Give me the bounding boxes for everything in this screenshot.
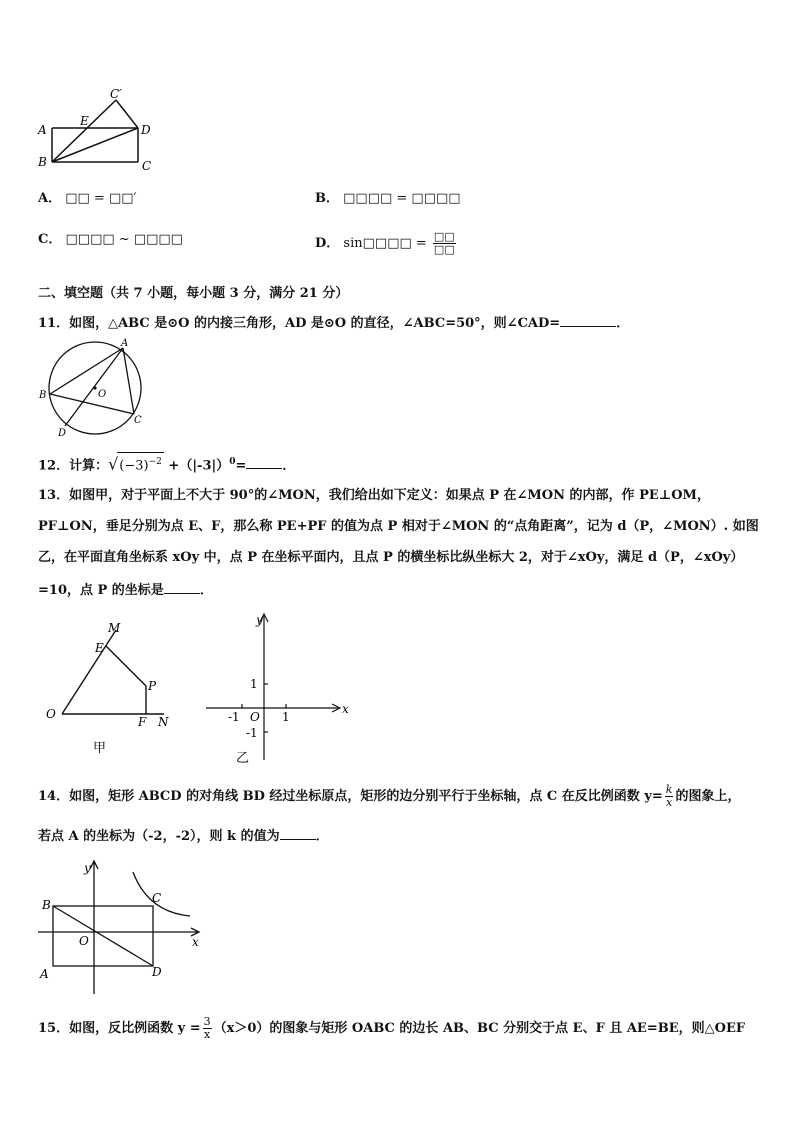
q13-question: =10，点 P 的坐标是 <box>38 583 164 598</box>
option-text: □□□□ ~ □□□□ <box>65 232 183 247</box>
q10-option-a <box>38 190 136 208</box>
q15-line <box>38 1016 745 1041</box>
answer-blank <box>280 826 316 840</box>
q14-end: ． <box>315 829 329 844</box>
q13-end: ． <box>199 583 213 598</box>
q15-question-tail: （x＞0）的图象与矩形 OABC 的边长 AB、BC 分别交于点 E、F 且 AE=BE，则△OEF <box>213 1021 746 1036</box>
q13-figure-yi <box>200 610 360 766</box>
q12-equals: = <box>235 458 247 474</box>
q10-figure <box>34 88 164 174</box>
q10-label-c: C <box>142 159 152 173</box>
q13-yi-label-one-x: 1 <box>282 710 290 724</box>
q13-jia-label-o: O <box>46 707 56 721</box>
q13-line-2: PF⊥ON，垂足分别为点 E、F，那么称 PE+PF 的值为点 P 相对于∠MON 的“点角距离”，记为 d（P，∠MON）. 如图 <box>38 519 759 534</box>
q10-option-d <box>315 231 458 256</box>
option-letter: B． <box>315 191 339 206</box>
option-letter: C． <box>38 232 62 247</box>
q10-label-e: E <box>80 114 89 128</box>
sqrt-radicand <box>117 452 164 475</box>
q14-label-a: A <box>40 967 49 981</box>
q11-label-b: B <box>39 390 47 401</box>
q11-label-a: A <box>121 338 129 349</box>
q14-label-x: x <box>192 935 199 949</box>
q13-yi-label-o: O <box>250 710 260 724</box>
q13-yi-label-one-y: 1 <box>250 677 258 691</box>
q13-yi-caption: 乙 <box>236 751 250 766</box>
q13-yi-label-neg-one-x: -1 <box>228 710 240 724</box>
answer-blank <box>164 580 200 594</box>
q13-yi-label-x: x <box>342 702 349 716</box>
q14-label-d: D <box>152 965 162 979</box>
option-letter: D． <box>315 236 340 251</box>
option-text: sin□□□□ = <box>343 236 427 251</box>
sqrt-sign: √ <box>108 454 119 474</box>
q13-yi-label-y: y <box>256 613 263 627</box>
q10-label-a: A <box>38 123 47 137</box>
q13-figure-jia <box>40 616 180 756</box>
q14-label-c: C <box>152 891 162 905</box>
q14-label-y: y <box>84 861 91 875</box>
q13-jia-label-n: N <box>158 715 169 729</box>
q14-label-b: B <box>42 898 51 912</box>
q14-line-1 <box>38 784 740 809</box>
q12-plus: +（|-3|） <box>168 458 230 474</box>
q13-jia-label-m: M <box>108 621 121 635</box>
q13-jia-caption: 甲 <box>93 741 107 756</box>
q14-figure <box>30 856 210 998</box>
section-title: 二、填空题（共 7 小题，每小题 3 分，满分 21 分） <box>38 286 349 301</box>
q12-text <box>38 452 295 475</box>
q11-label-d: D <box>58 428 67 439</box>
q11-question: 11．如图，△ABC 是⊙O 的内接三角形，AD 是⊙O 的直径，∠ABC=50°，则∠CAD= <box>38 316 561 331</box>
q14-line-2 <box>38 826 329 846</box>
q13-jia-label-f: F <box>138 715 147 729</box>
fraction-numerator: k <box>665 783 673 796</box>
q15-fraction <box>203 1016 212 1041</box>
q12-power: 0 <box>229 457 236 467</box>
q13-yi-label-neg-one-y: -1 <box>246 726 258 740</box>
q14-question-tail: 的图象上， <box>675 789 741 804</box>
q13-jia-label-e: E <box>95 641 104 655</box>
option-text: □□□□ = □□□□ <box>343 191 461 206</box>
answer-blank <box>560 313 616 327</box>
q11-label-c: C <box>134 415 142 426</box>
exponent: −2 <box>148 457 162 467</box>
radicand: (−3) <box>119 458 149 474</box>
option-d-fraction <box>433 231 456 256</box>
q13-line-3: 乙，在平面直角坐标系 xOy 中，点 P 在坐标平面内，且点 P 的横坐标比纵坐标大 2，对于∠xOy，满足 d（P，∠xOy） <box>38 550 744 565</box>
q12-end: ． <box>282 458 296 474</box>
option-text: □□ = □□′ <box>65 191 137 206</box>
q14-question: 14．如图，矩形 ABCD 的对角线 BD 经过坐标原点，矩形的边分别平行于坐标轴，点 C 在反比例函数 y= <box>38 789 663 804</box>
fraction-denominator: □□ <box>433 243 455 256</box>
q13-jia-label-p: P <box>148 679 157 693</box>
fraction-numerator: □□ <box>433 230 455 243</box>
q14-fraction <box>665 784 674 809</box>
q14-label-o: O <box>79 934 89 948</box>
answer-blank <box>246 455 282 469</box>
q14-question-2: 若点 A 的坐标为（-2，-2），则 k 的值为 <box>38 829 280 844</box>
q10-label-c-prime: C′ <box>110 88 122 101</box>
q13-line-1: 13．如图甲，对于平面上不大于 90°的∠MON，我们给出如下定义：如果点 P 在∠MON 的内部，作 PE⊥OM， <box>38 488 710 503</box>
q10-label-d: D <box>141 123 151 137</box>
fraction-denominator: x <box>203 1028 211 1041</box>
fraction-numerator: 3 <box>203 1015 211 1028</box>
option-letter: A． <box>38 191 62 206</box>
q11-text <box>38 313 629 333</box>
q10-option-c <box>38 231 183 249</box>
q10-label-b: B <box>38 155 47 169</box>
q10-option-b <box>315 190 461 208</box>
q11-figure <box>36 336 150 440</box>
fraction-denominator: x <box>665 796 673 809</box>
q11-end: ． <box>616 316 630 331</box>
q13-line-4 <box>38 580 213 600</box>
q11-label-o: O <box>98 389 107 400</box>
q12-prefix: 12．计算： <box>38 458 109 474</box>
q15-question: 15．如图，反比例函数 y = <box>38 1021 201 1036</box>
